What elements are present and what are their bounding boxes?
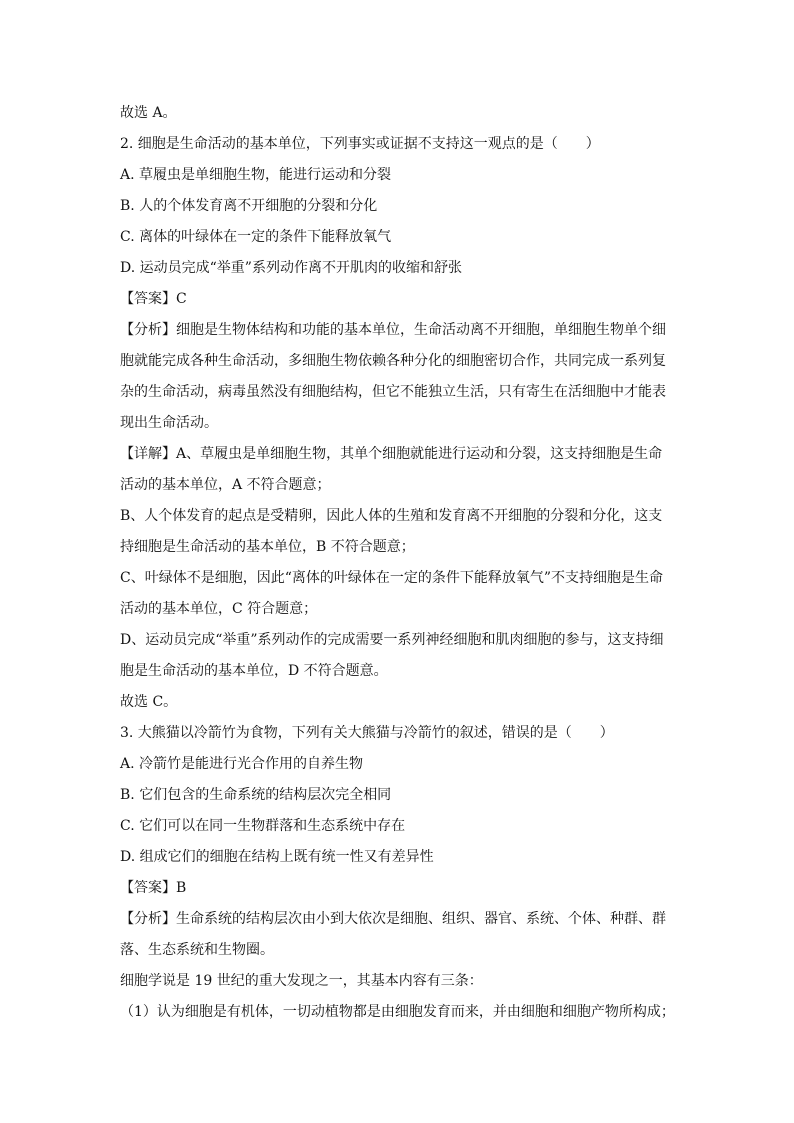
question-2-answer: 【答案】C xyxy=(120,291,187,307)
question-2-detail-line-5: C、叶绿体不是细胞，因此“离体的叶绿体在一定的条件下能释放氧气”不支持细胞是生命 xyxy=(120,570,664,586)
question-3-stem: 3. 大熊猫以冷箭竹为食物，下列有关大熊猫与冷箭竹的叙述，错误的是（ ） xyxy=(120,725,614,741)
question-2-option-a: A. 草履虫是单细胞生物，能进行运动和分裂 xyxy=(120,167,392,183)
question-2-analysis-line-1: 【分析】细胞是生物体结构和功能的基本单位，生命活动离不开细胞，单细胞生物单个细 xyxy=(120,322,666,338)
question-3-analysis-line-4: （1）认为细胞是有机体，一切动植物都是由细胞发育而来，并由细胞和细胞产物所构成； xyxy=(120,1004,675,1020)
text-line-conclusion-a: 故选 A。 xyxy=(120,105,177,121)
question-3-analysis-line-3: 细胞学说是 19 世纪的重大发现之一，其基本内容有三条： xyxy=(120,973,483,989)
question-2-analysis-line-3: 杂的生命活动，病毒虽然没有细胞结构，但它不能独立生活，只有寄生在活细胞中才能表 xyxy=(120,384,666,400)
question-2-detail-line-7: D、运动员完成“举重”系列动作的完成需要一系列神经细胞和肌肉细胞的参与，这支持细 xyxy=(120,632,664,648)
question-3-option-c: C. 它们可以在同一生物群落和生态系统中存在 xyxy=(120,818,406,834)
question-2-option-d: D. 运动员完成“举重”系列动作离不开肌肉的收缩和舒张 xyxy=(120,260,462,276)
question-3-answer: 【答案】B xyxy=(120,880,187,896)
question-2-analysis-line-2: 胞就能完成各种生命活动，多细胞生物依赖各种分化的细胞密切合作，共同完成一系列复 xyxy=(120,353,666,369)
text-line-conclusion-c: 故选 C。 xyxy=(120,694,178,710)
question-2-detail-line-4: 持细胞是生命活动的基本单位，B 不符合题意； xyxy=(120,539,415,555)
question-3-analysis-line-1: 【分析】生命系统的结构层次由小到大依次是细胞、组织、器官、系统、个体、种群、群 xyxy=(120,911,666,927)
question-2-detail-line-2: 活动的基本单位，A 不符合题意； xyxy=(120,477,331,493)
question-2-analysis-line-4: 现出生命活动。 xyxy=(120,415,218,431)
question-3-option-b: B. 它们包含的生命系统的结构层次完全相同 xyxy=(120,787,392,803)
question-3-option-a: A. 冷箭竹是能进行光合作用的自养生物 xyxy=(120,756,364,772)
question-2-detail-line-1: 【详解】A、草履虫是单细胞生物，其单个细胞就能进行运动和分裂，这支持细胞是生命 xyxy=(120,446,663,462)
question-2-detail-line-8: 胞是生命活动的基本单位，D 不符合题意。 xyxy=(120,663,388,679)
question-2-detail-line-6: 活动的基本单位，C 符合题意； xyxy=(120,601,318,617)
question-3-option-d: D. 组成它们的细胞在结构上既有统一性又有差异性 xyxy=(120,849,434,865)
question-2-detail-line-3: B、人个体发育的起点是受精卵，因此人体的生殖和发育离不开细胞的分裂和分化，这支 xyxy=(120,508,663,524)
question-2-option-b: B. 人的个体发育离不开细胞的分裂和分化 xyxy=(120,198,378,214)
question-2-stem: 2. 细胞是生命活动的基本单位，下列事实或证据不支持这一观点的是（ ） xyxy=(120,136,600,152)
question-3-analysis-line-2: 落、生态系统和生物圈。 xyxy=(120,942,274,958)
question-2-option-c: C. 离体的叶绿体在一定的条件下能释放氧气 xyxy=(120,229,392,245)
